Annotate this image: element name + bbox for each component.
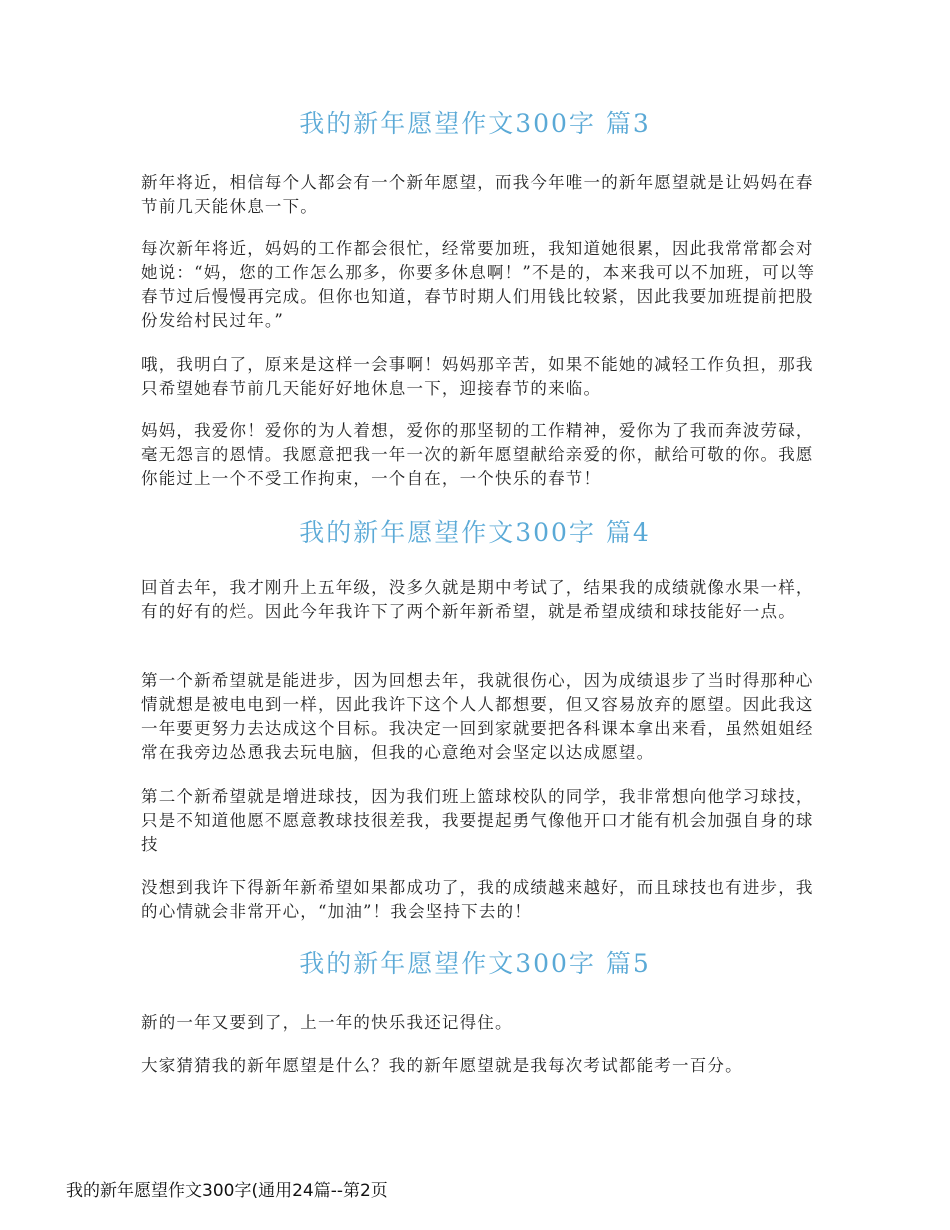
page-footer: 我的新年愿望作文300字(通用24篇--第2页 xyxy=(66,1181,388,1201)
paragraph: 第二个新希望就是增进球技，因为我们班上篮球校队的同学，我非常想向他学习球技，只是不知道他愿不愿意教球技很差我，我要提起勇气像他开口才能有机会加强自身的球技 xyxy=(141,787,814,854)
paragraph: 每次新年将近，妈妈的工作都会很忙，经常要加班，我知道她很累，因此我常常都会对她说：“妈，您的工作怎么那多，你要多休息啊！”不是的，本来我可以不加班，可以等春节过后慢慢再完成。但你也知道，春节时期人们用钱比较紧，因此我要加班提前把股份发给村民过年。” xyxy=(141,239,816,330)
paragraph: 新的一年又要到了，上一年的快乐我还记得住。 xyxy=(141,1013,513,1032)
section-heading-4: 我的新年愿望作文300字 篇4 xyxy=(299,518,651,547)
paragraph: 新年将近，相信每个人都会有一个新年愿望，而我今年唯一的新年愿望就是让妈妈在春节前几天能休息一下。 xyxy=(141,173,814,216)
section-heading-5: 我的新年愿望作文300字 篇5 xyxy=(299,949,651,978)
paragraph: 哦，我明白了，原来是这样一会事啊！妈妈那辛苦，如果不能她的减轻工作负担，那我只希望她春节前几天能好好地休息一下，迎接春节的来临。 xyxy=(141,355,814,398)
paragraph: 妈妈，我爱你！爱你的为人着想，爱你的那坚韧的工作精神，爱你为了我而奔波劳碌，毫无怨言的恩情。我愿意把我一年一次的新年愿望献给亲爱的你，献给可敬的你。我愿你能过上一个不受工作拘束，一个自在，一个快乐的春节！ xyxy=(141,421,814,488)
paragraph: 第一个新希望就是能进步，因为回想去年，我就很伤心，因为成绩退步了当时得那种心情就想是被电电到一样，因此我许下这个人人都想要，但又容易放弃的愿望。因此我这一年要更努力去达成这个目标。我决定一回到家就要把各科课本拿出来看，虽然姐姐经常在我旁边怂恿我去玩电脑，但我的心意绝对会坚定以达成愿望。 xyxy=(141,671,814,762)
section-heading-3: 我的新年愿望作文300字 篇3 xyxy=(299,109,651,138)
paragraph: 大家猜猜我的新年愿望是什么？我的新年愿望就是我每次考试都能考一百分。 xyxy=(141,1056,743,1075)
paragraph: 回首去年，我才刚升上五年级，没多久就是期中考试了，结果我的成绩就像水果一样，有的好有的烂。因此今年我许下了两个新年新希望，就是希望成绩和球技能好一点。 xyxy=(141,578,814,621)
paragraph: 没想到我许下得新年新希望如果都成功了，我的成绩越来越好，而且球技也有进步，我的心情就会非常开心，“加油”！我会坚持下去的！ xyxy=(141,878,814,921)
